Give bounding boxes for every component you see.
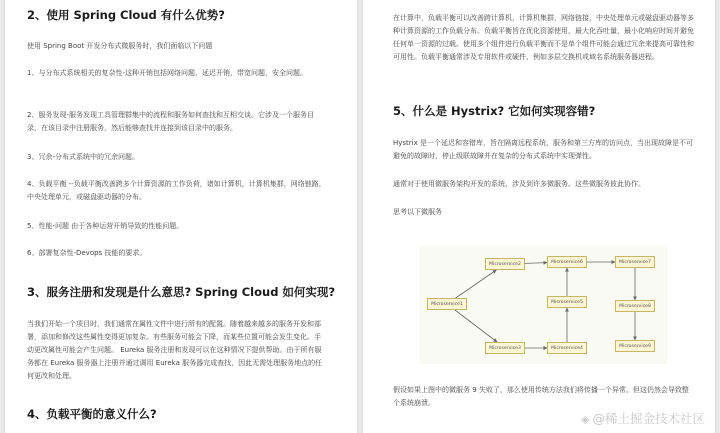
- list-item-4: 4、负载平衡 --负载平衡改善跨多个计算资源的工作负荷，诸如计算机，计算机集群，网络链路，中央处理单元，或磁盘驱动器的分布。: [27, 180, 326, 201]
- microservice-diagram: [419, 246, 667, 364]
- heading-section-3: 3、服务注册和发现是什么意思? Spring Cloud 如何实现?: [27, 285, 336, 299]
- juejin-logo-icon: ◈: [581, 413, 590, 426]
- microservice5-node: Microservice5: [547, 296, 587, 308]
- microservice4-node: Microservice4: [547, 342, 587, 354]
- list-item-2: 2、服务发现-服务发现工具管理群集中的流程和服务如何查找和互相交谈。它涉及一个服务目录，在该目录中注册服务，然后能够查找并连接到该目录中的服务。: [27, 111, 314, 132]
- paragraph-hystrix: Hystrix 是一个延迟和容错库，旨在隔离远程系统，服务和第三方库的访问点，当出现故障是不可避免的故障时，停止级联故障并在复杂的分布式系统中实现弹性。: [393, 139, 693, 160]
- right-page: [363, 0, 715, 433]
- list-item-6: 6、部署复杂性-Devops 技能的要求。: [27, 249, 147, 257]
- heading-section-2: 2、使用 Spring Cloud 有什么优势?: [27, 8, 225, 22]
- list-item-3: 3、冗余-分布式系统中的冗余问题。: [27, 153, 139, 161]
- heading-section-4: 4、负载平衡的意义什么?: [27, 407, 157, 421]
- microservice7-node: Microservice7: [615, 256, 655, 268]
- arrow-m2-m6: [525, 263, 547, 264]
- arrow-m1-m2: [456, 270, 497, 298]
- paragraph-load-balancing: 在计算中，负载平衡可以改善跨计算机，计算机集群，网络链接，中央处理单元或磁盘驱动器等多种计算资源的工作负载分布。负载平衡旨在优化资源使用，最大化吞吐量，最小化响应时间并避免任何单一资源的过载。使用多个组件进行负载平衡而不是单个组件可能会通过冗余来提高可靠性和可用性。负载平衡通常涉及专用软件或硬件，例如多层交换机或域名系统服务器进程。: [393, 14, 694, 61]
- arrow-m1-m3: [455, 310, 497, 342]
- paragraph-intro: 使用 Spring Boot 开发分布式微服务时，我们面临以下问题: [27, 42, 213, 50]
- microservice2-node: Microservice2: [485, 258, 525, 270]
- paragraph-section-3: 当我们开始一个项目时，我们通常在属性文件中进行所有的配置。随着越来越多的服务开发和部署，添加和修改这些属性变得更加复杂。有些服务可能会下降，而某些位置可能会发生变化。手动更改属性可能会产生问题。 Eureka 服务注册和发现可以在这种情况下提供帮助。由于所有服务都在 Eureka 服务器上注册并通过调用 Eureka 服务器完成查找，因此无需处理服务地点的任何更改和处理。: [27, 320, 323, 380]
- microservice9-node: Microservice9: [615, 340, 655, 352]
- left-page: [5, 0, 357, 433]
- list-item-5: 5、性能-问题 由于各种运营开销导致的性能问题。: [27, 222, 184, 230]
- watermark-text: @稀土掘金技术社区: [592, 411, 705, 426]
- microservice1-node: Microservice1: [427, 298, 467, 310]
- paragraph-microservices: 通常对于使用微服务架构开发的系统，涉及到许多微服务。这些微服务彼此协作。: [393, 180, 645, 188]
- microservice8-node: Microservice8: [615, 300, 655, 312]
- microservice3-node: Microservice3: [485, 342, 525, 354]
- heading-section-5: 5、什么是 Hystrix? 它如何实现容错?: [393, 104, 596, 118]
- paragraph-consider: 思考以下微服务: [393, 208, 442, 216]
- watermark: [581, 409, 705, 427]
- microservice6-node: Microservice6: [547, 256, 587, 268]
- list-item-1: 1、与分布式系统相关的复杂性-这种开销包括网络问题，延迟开销，带宽问题，安全问题。: [27, 69, 307, 77]
- paragraph-failure: 假设如果上图中的微服务 9 失败了，那么使用传统方法我们将传播一个异常。但这仍然会导致整个系统崩溃。: [393, 386, 689, 407]
